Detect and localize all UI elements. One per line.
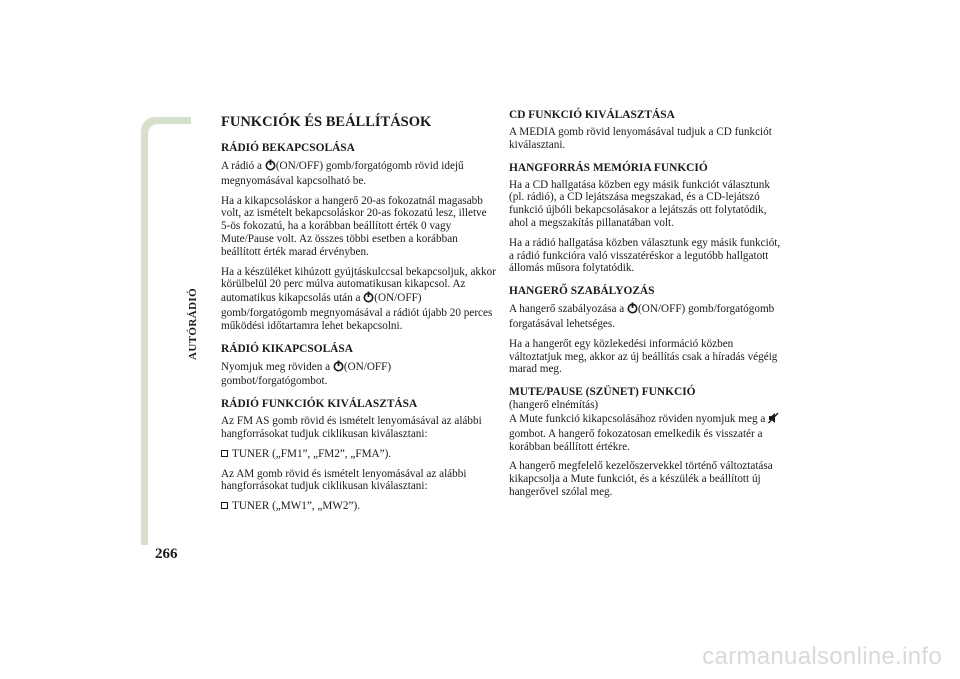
checkbox-bullet-icon [221, 502, 228, 509]
section-heading: MUTE/PAUSE (SZÜNET) FUNKCIÓ [509, 386, 696, 399]
paragraph: Ha a készüléket kihúzott gyújtáskulccsal bekapcsoljuk, akkor körülbelül 20 perc múlva automatikusan kikapcsol. Az automatikus kikapcsolás után a (ON/OFF) gomb/forgatógomb megnyomásával a rádiót újabb 20 perces működési időtartamra lehet bekapcsolni. [221, 265, 496, 332]
chapter-tab [141, 117, 191, 545]
bullet-item: TUNER („MW1”, „MW2”). [221, 500, 497, 513]
paragraph: Ha a CD hallgatása közben egy másik funkciót választunk (pl. rádió), a CD lejátszása megszakad, és a CD-lejátszó funkció újbóli bekapcsolásakor a lejátszás ott folytatódik, ahol a megszakítás pillanatában volt. [509, 178, 770, 229]
paragraph: Az FM AS gomb rövid és ismételt lenyomásával az alábbi hangforrásokat tudjuk ciklikusan kiválasztani: [221, 415, 482, 440]
section-source-memory [509, 162, 785, 276]
bullet-item: TUNER („FM1”, „FM2”, „FMA”). [221, 448, 497, 461]
section-subheading: (hangerő elnémítás) [509, 399, 599, 412]
paragraph: Az AM gomb rövid és ismételt lenyomásával az alábbi hangforrásokat tudjuk ciklikusan kiválasztani: [221, 467, 467, 493]
section-radio-on [221, 142, 497, 333]
mute-icon [768, 412, 779, 428]
paragraph: A hangerő szabályozása a (ON/OFF) gomb/forgatógomb forgatásával lehetséges. [509, 303, 775, 330]
power-icon [627, 302, 638, 318]
section-radio-functions [221, 398, 497, 513]
section-volume [509, 285, 785, 376]
section-heading: RÁDIÓ FUNKCIÓK KIVÁLASZTÁSA [221, 398, 418, 411]
right-column [509, 109, 785, 509]
page-number: 266 [155, 546, 178, 562]
section-cd-function [509, 109, 785, 152]
section-radio-off [221, 343, 497, 389]
chapter-label: AUTÓRÁDIÓ [187, 287, 199, 360]
paragraph: Ha a kikapcsoláskor a hangerő 20-as fokozatnál magasabb volt, az ismételt bekapcsoláskor 20-as fokozatú lesz, illetve 5-ös fokozatú, ha a korábban beállított érték 0 vagy Mute/Pause volt. Az összes többi esetben a korábban beállított érték marad érvényben. [221, 194, 487, 258]
left-column [221, 114, 497, 523]
paragraph: Ha a hangerőt egy közlekedési információ közben változtatjuk meg, akkor az új beállítás csak a híradás végéig marad meg. [509, 337, 778, 376]
paragraph: A hangerő megfelelő kezelőszervekkel történő változtatása kikapcsolja a Mute funkciót, és a készülék a beállított új hangerővel szólal meg. [509, 460, 773, 498]
paragraph: Ha a rádió hallgatása közben választunk egy másik funkciót, a rádió funkcióra való visszatéréskor a legutóbb hallgatott állomás műsora folytatódik. [509, 236, 781, 275]
paragraph: A rádió a (ON/OFF) gomb/forgatógomb rövid idejű megnyomásával kapcsolható be. [221, 160, 464, 187]
paragraph: A Mute funkció kikapcsolásához röviden nyomjuk meg a gombot. A hangerő fokozatosan emelkedik és visszatér a korábban beállított értékre. [509, 412, 785, 453]
watermark: carmanualsonline.info [702, 643, 942, 670]
section-heading: HANGERŐ SZABÁLYOZÁS [509, 285, 655, 298]
section-heading: HANGFORRÁS MEMÓRIA FUNKCIÓ [509, 161, 708, 174]
paragraph: A MEDIA gomb rövid lenyomásával tudjuk a CD funkciót kiválasztani. [509, 126, 772, 151]
section-heading: CD FUNKCIÓ KIVÁLASZTÁSA [509, 109, 675, 121]
checkbox-bullet-icon [221, 450, 228, 457]
page-title: FUNKCIÓK ÉS BEÁLLÍTÁSOK [221, 114, 432, 130]
section-mute [509, 386, 785, 499]
power-icon [265, 159, 276, 175]
section-heading: RÁDIÓ BEKAPCSOLÁSA [221, 142, 355, 154]
power-icon [363, 291, 374, 307]
power-icon [333, 360, 344, 376]
section-heading: RÁDIÓ KIKAPCSOLÁSA [221, 342, 353, 355]
paragraph: Nyomjuk meg röviden a (ON/OFF) gombot/forgatógombot. [221, 360, 392, 388]
